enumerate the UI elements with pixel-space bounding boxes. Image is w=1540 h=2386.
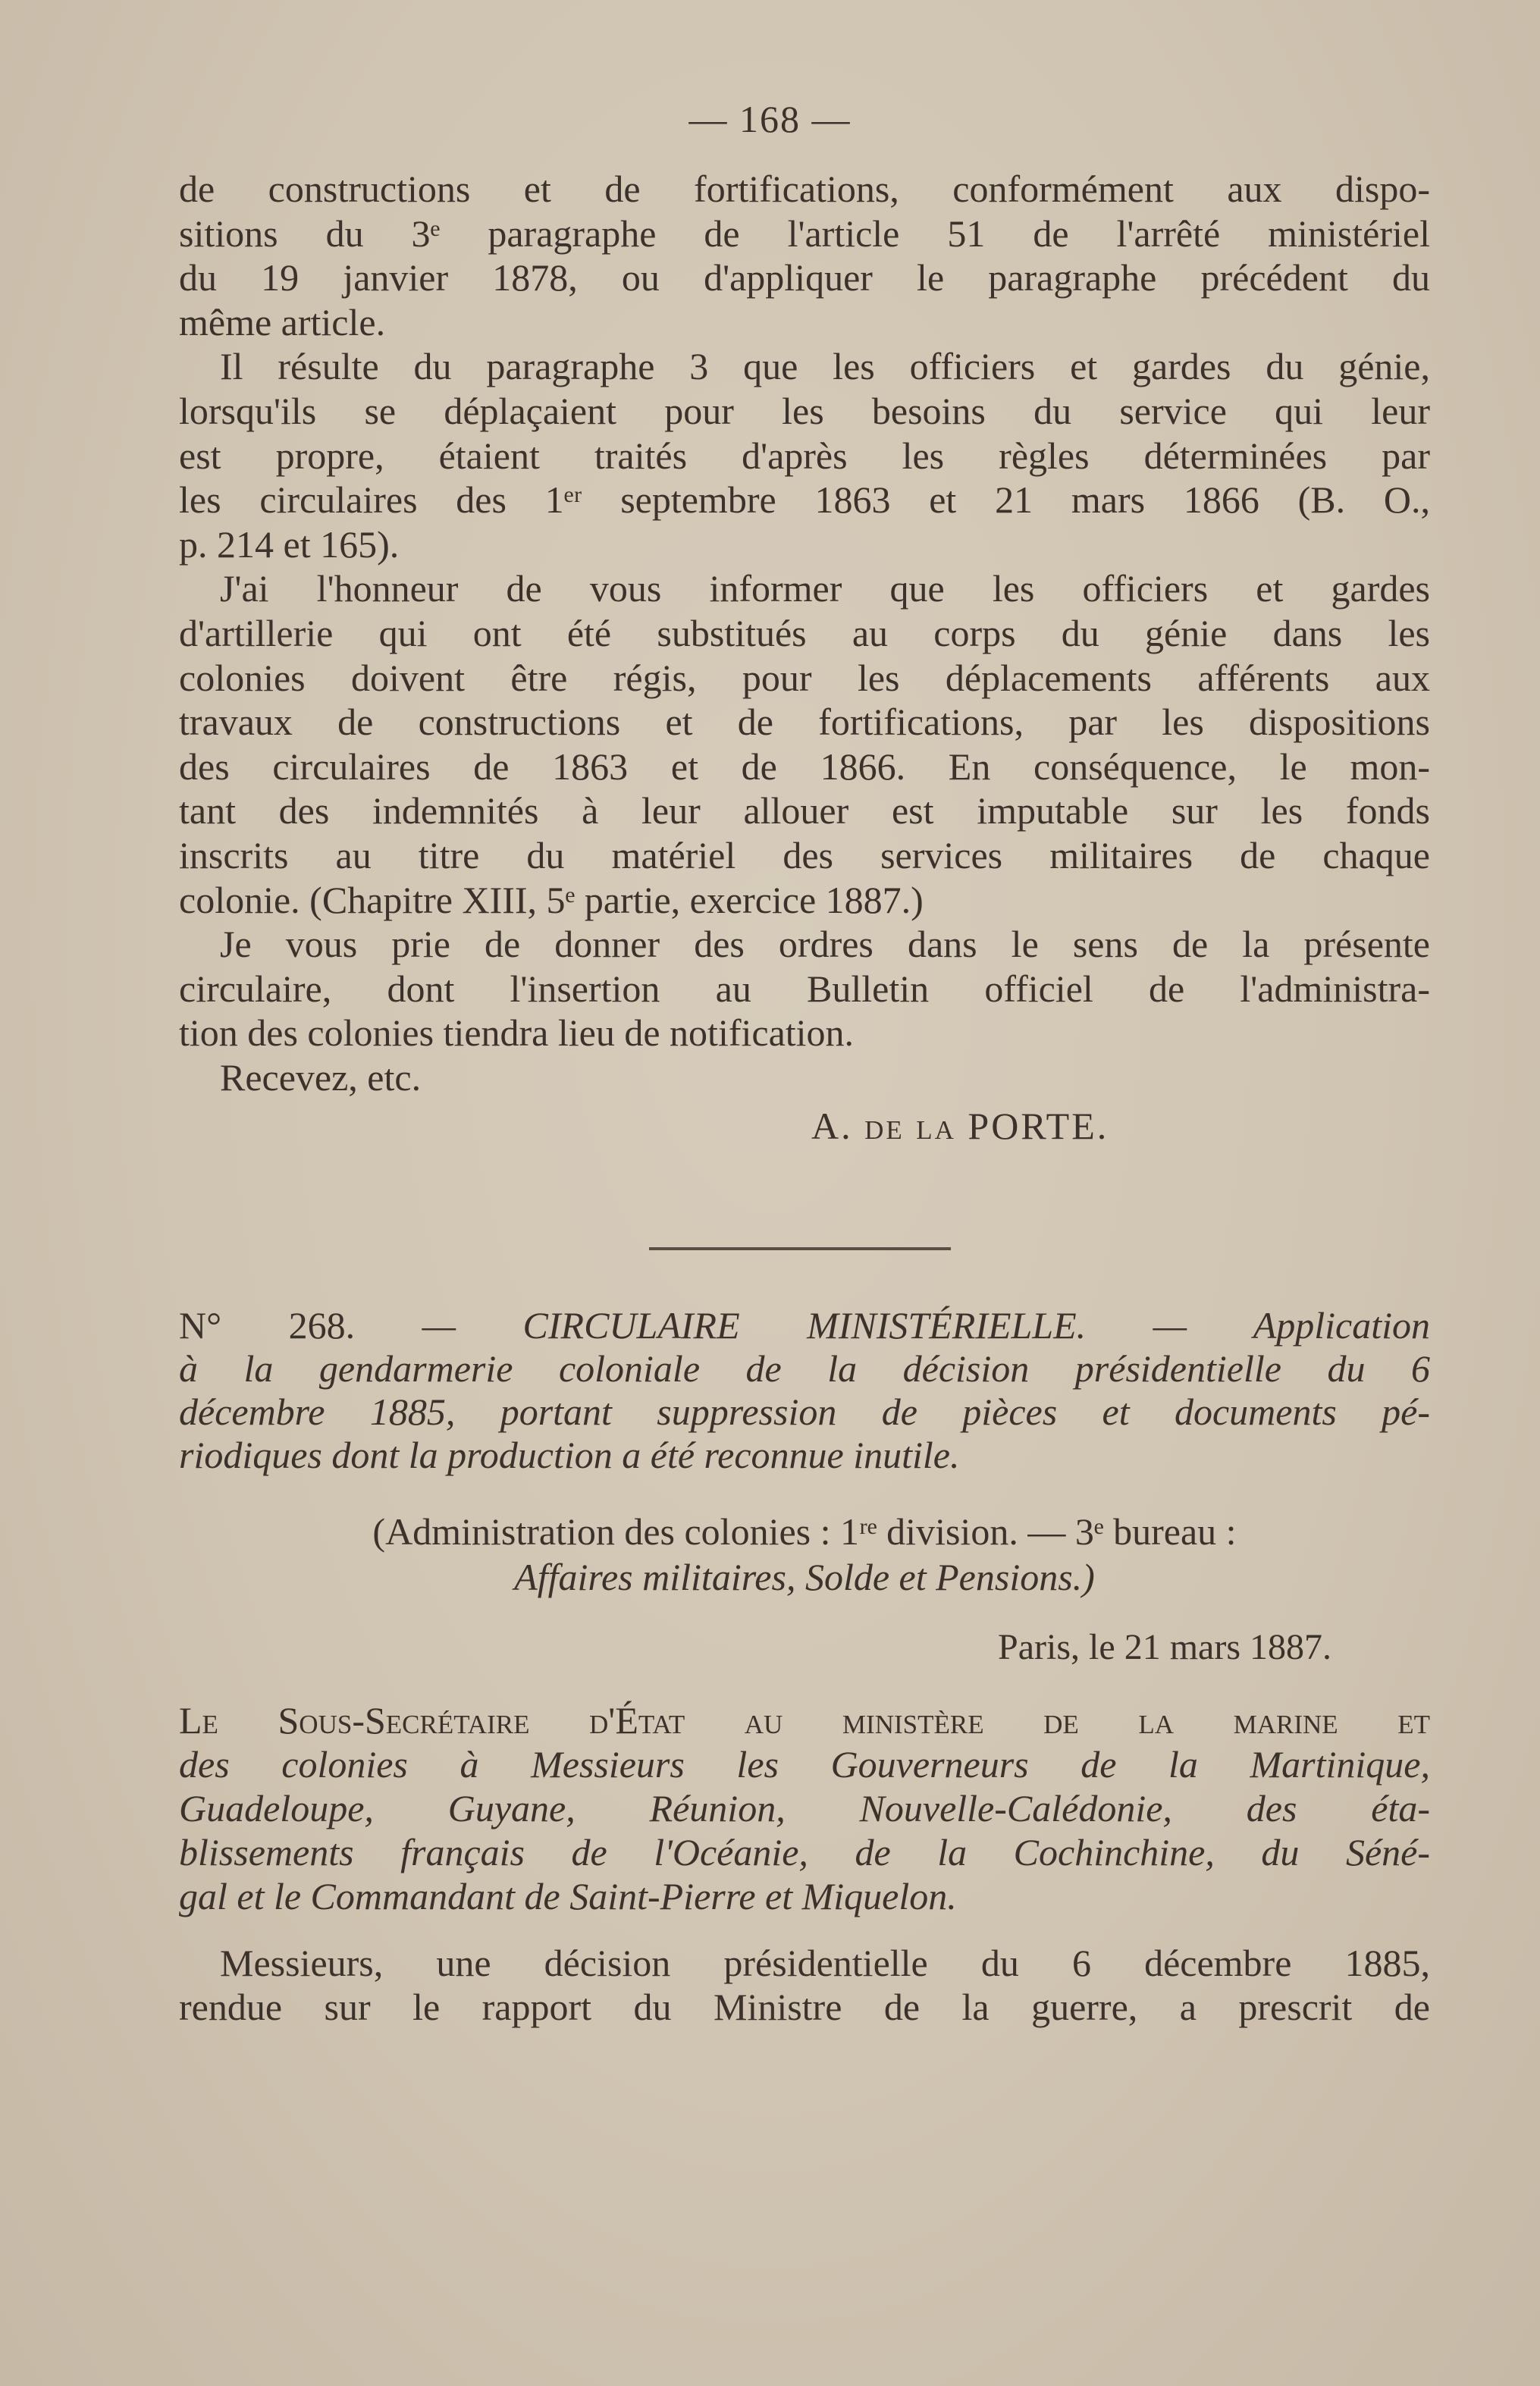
- text-line: sitions du 3ᵉ paragraphe de l'article 51 de l'arrêté ministériel: [179, 212, 1430, 255]
- text-line: Il résulte du paragraphe 3 que les officiers et gardes du génie,: [220, 345, 1430, 388]
- address-line: blissements français de l'Océanie, de la Cochinchine, du Séné-: [179, 1831, 1430, 1873]
- text-line: des circulaires de 1863 et de 1866. En conséquence, le mon-: [179, 745, 1430, 788]
- admin-line: (Administration des colonies : 1ʳᵉ division. — 3ᵉ bureau :: [372, 1510, 1237, 1553]
- signature: A. de la PORTE.: [811, 1105, 1109, 1148]
- addressee: [179, 1698, 1430, 1918]
- text-line: colonies doivent être régis, pour les déplacements afférents aux: [179, 656, 1430, 699]
- circular-title: — CIRCULAIRE MINISTÉRIELLE. — Application: [422, 1304, 1430, 1347]
- text-line: Messieurs, une décision présidentielle du 6 décembre 1885,: [220, 1942, 1430, 1984]
- address-line: des colonies à Messieurs les Gouverneurs de la Martinique,: [179, 1743, 1430, 1786]
- text-line: est propre, étaient traités d'après les règles déterminées par: [179, 434, 1430, 477]
- text-line: les circulaires des 1ᵉʳ septembre 1863 et 21 mars 1866 (B. O.,: [179, 478, 1430, 522]
- text-line: J'ai l'honneur de vous informer que les officiers et gardes: [220, 567, 1430, 610]
- text-line: même article.: [179, 300, 386, 343]
- address-line: gal et le Commandant de Saint-Pierre et Miquelon.: [179, 1875, 957, 1917]
- text-line: tant des indemnités à leur allouer est imputable sur les fonds: [179, 789, 1430, 832]
- text-line: de constructions et de fortifications, conformément aux dispo-: [179, 168, 1430, 210]
- text-line: rendue sur le rapport du Ministre de la guerre, a prescrit de: [179, 1986, 1430, 2028]
- text-line: Je vous prie de donner des ordres dans le sens de la présente: [220, 923, 1430, 966]
- closing-paragraph: [179, 1941, 1430, 2029]
- text-line: lorsqu'ils se déplaçaient pour les besoins du service qui leur: [179, 389, 1430, 432]
- text-line: travaux de constructions et de fortifications, par les dispositions: [179, 701, 1430, 744]
- heading-line: riodiques dont la production a été reconnue inutile.: [179, 1434, 960, 1476]
- dateline: Paris, le 21 mars 1887.: [998, 1627, 1331, 1667]
- admin-line: Affaires militaires, Solde et Pensions.): [514, 1556, 1095, 1598]
- address-line: Le Sous-Secrétaire d'État au ministère de la marine et: [179, 1699, 1430, 1742]
- heading-line: à la gendarmerie coloniale de la décision présidentielle du 6: [179, 1347, 1430, 1390]
- page-number: — 168 —: [688, 98, 852, 140]
- administration-note: [179, 1509, 1430, 1600]
- text-line: colonie. (Chapitre XIII, 5ᵉ partie, exercice 1887.): [179, 878, 924, 921]
- circular-heading: [179, 1304, 1430, 1477]
- text-line: Recevez, etc.: [220, 1055, 422, 1099]
- body-text: [179, 167, 1430, 1149]
- text-line: circulaire, dont l'insertion au Bulletin officiel de l'administra-: [179, 967, 1430, 1010]
- heading-line: décembre 1885, portant suppression de pièces et documents pé-: [179, 1391, 1430, 1433]
- text-line: p. 214 et 165).: [179, 522, 400, 566]
- address-line: Guadeloupe, Guyane, Réunion, Nouvelle-Calédonie, des éta-: [179, 1787, 1430, 1829]
- section-divider: [649, 1247, 951, 1250]
- text-line: tion des colonies tiendra lieu de notification.: [179, 1011, 855, 1055]
- text-line: d'artillerie qui ont été substitués au corps du génie dans les: [179, 611, 1430, 654]
- circular-number: N° 268.: [179, 1304, 356, 1347]
- text-line: du 19 janvier 1878, ou d'appliquer le paragraphe précédent du: [179, 256, 1430, 299]
- text-line: inscrits au titre du matériel des services militaires de chaque: [179, 833, 1430, 876]
